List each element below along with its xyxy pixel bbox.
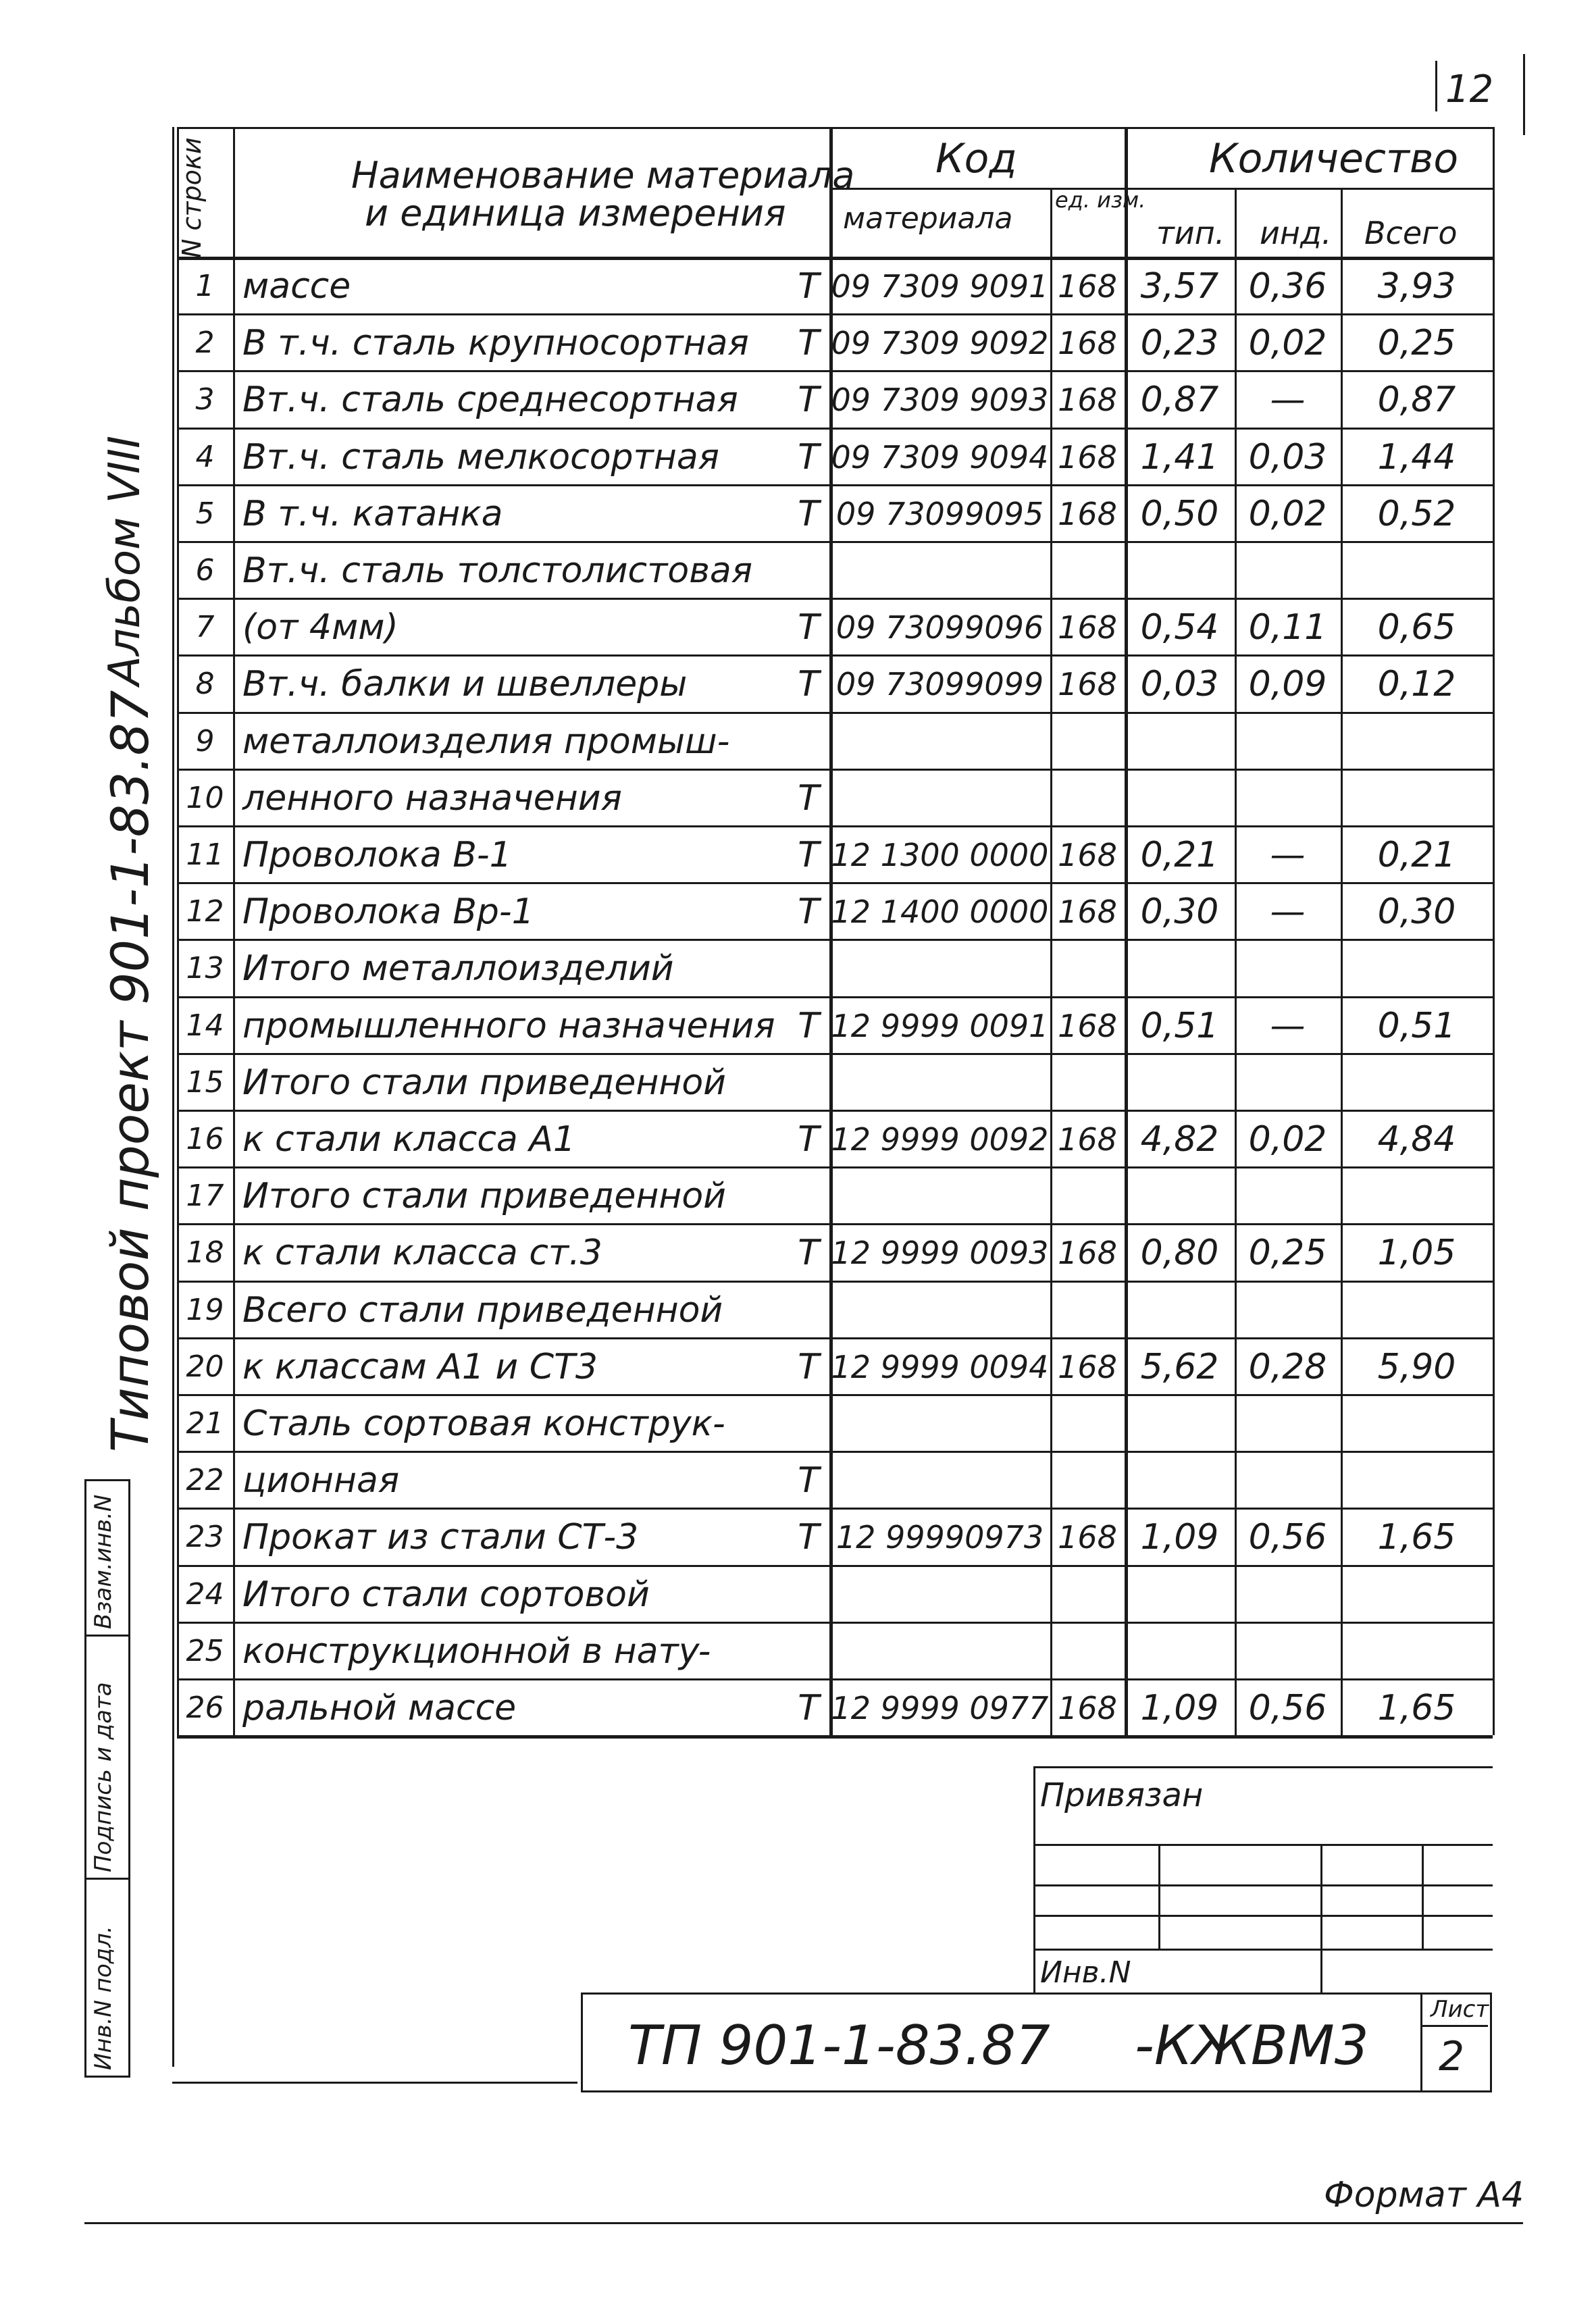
material-unit: Т xyxy=(798,777,819,819)
material-name: Итого стали приведенной xyxy=(242,1176,726,1217)
row-number: 23 xyxy=(186,1520,224,1555)
header-code-unit: ед. изм. xyxy=(1055,187,1146,213)
album-label: Альбом VIII xyxy=(100,435,150,686)
header-code-material: материала xyxy=(843,201,1013,236)
qty-typical: 0,03 xyxy=(1140,664,1219,705)
row-number: 21 xyxy=(186,1406,224,1441)
unit-code: 168 xyxy=(1058,1007,1117,1044)
row-number: 19 xyxy=(186,1292,224,1327)
qty-typical: 0,50 xyxy=(1140,493,1219,534)
row-number: 9 xyxy=(195,723,215,759)
qty-total: 1,65 xyxy=(1377,1517,1456,1558)
table-row-divider xyxy=(177,1394,1493,1396)
qty-individual: 0,56 xyxy=(1248,1517,1327,1558)
material-name: Прокат из стали СТ-3 xyxy=(242,1517,639,1558)
left-stamp-divider-1 xyxy=(84,1635,128,1637)
material-unit: Т xyxy=(798,1233,819,1274)
row-number: 26 xyxy=(186,1691,224,1725)
material-code: 09 73099099 xyxy=(835,666,1044,703)
row-number: 5 xyxy=(195,496,215,531)
table-row-divider xyxy=(177,882,1493,884)
column-divider-unit xyxy=(1050,188,1052,1735)
sheet-label: Лист xyxy=(1431,1996,1489,2023)
row-number: 7 xyxy=(195,610,215,645)
qty-total: 0,25 xyxy=(1377,323,1456,364)
material-name: металлоизделия промыш- xyxy=(242,721,730,762)
material-code: 12 9999 0093 xyxy=(831,1235,1049,1272)
table-row-divider xyxy=(177,1508,1493,1510)
qty-individual: — xyxy=(1270,892,1306,933)
material-code: 09 7309 9094 xyxy=(831,438,1049,475)
material-name: Вт.ч. сталь мелкосортная xyxy=(242,436,719,478)
header-qty-ind: инд. xyxy=(1260,215,1332,251)
table-row-divider xyxy=(177,428,1493,430)
material-name: (от 4мм) xyxy=(242,607,398,648)
header-bottom-border xyxy=(177,257,1493,260)
qty-total: 0,65 xyxy=(1377,607,1456,648)
unit-code: 168 xyxy=(1058,1519,1117,1556)
row-number: 8 xyxy=(195,667,215,702)
material-unit: Т xyxy=(798,323,819,364)
unit-code: 168 xyxy=(1058,325,1117,362)
row-number: 13 xyxy=(186,951,224,986)
material-name: ральной массе xyxy=(242,1688,517,1728)
material-unit: Т xyxy=(798,607,819,648)
table-row-divider xyxy=(177,541,1493,543)
material-name: к стали класса А1 xyxy=(242,1119,575,1160)
qty-typical: 0,21 xyxy=(1140,835,1219,875)
qty-individual: 0,03 xyxy=(1248,436,1327,478)
material-code: 12 1400 0000 xyxy=(831,894,1049,931)
column-divider-total xyxy=(1341,188,1343,1735)
material-name: Всего стали приведенной xyxy=(242,1289,723,1331)
material-code: 09 73099096 xyxy=(835,609,1044,646)
stamp-signature-date: Подпись и дата xyxy=(90,1682,117,1872)
qty-individual: 0,56 xyxy=(1248,1688,1327,1728)
row-number: 3 xyxy=(195,382,215,417)
unit-code: 168 xyxy=(1058,894,1117,931)
qty-total: 0,51 xyxy=(1377,1005,1456,1046)
qty-individual: — xyxy=(1270,1005,1306,1046)
qty-individual: 0,25 xyxy=(1248,1233,1327,1274)
unit-code: 168 xyxy=(1058,495,1117,532)
material-name: Проволока Вр-1 xyxy=(242,892,534,933)
left-stamp-divider-2 xyxy=(84,1878,128,1880)
material-code: 12 99990973 xyxy=(835,1519,1044,1556)
material-unit: Т xyxy=(798,493,819,534)
qty-individual: 0,11 xyxy=(1248,607,1327,648)
stamp-vzam-inv: Взам.инв.N xyxy=(90,1494,117,1629)
sheet-number: 2 xyxy=(1439,2033,1465,2080)
unit-code: 168 xyxy=(1058,1121,1117,1158)
table-row-divider xyxy=(177,1166,1493,1168)
table-row-divider xyxy=(177,1281,1493,1283)
page-edge-mark xyxy=(1523,54,1525,135)
qty-total: 4,84 xyxy=(1377,1119,1456,1160)
qty-typical: 3,57 xyxy=(1140,266,1219,307)
qty-typical: 0,54 xyxy=(1140,607,1219,648)
qty-individual: 0,02 xyxy=(1248,323,1327,364)
row-number: 18 xyxy=(186,1235,224,1270)
material-name: Вт.ч. сталь толстолистовая xyxy=(242,550,752,591)
unit-code: 168 xyxy=(1058,438,1117,475)
material-code: 12 9999 0977 xyxy=(831,1690,1049,1726)
material-name: к классам А1 и СТ3 xyxy=(242,1346,598,1387)
material-unit: Т xyxy=(798,1005,819,1046)
page-number-mark xyxy=(1435,61,1437,111)
unit-code: 168 xyxy=(1058,268,1117,305)
row-number: 17 xyxy=(186,1179,224,1214)
material-unit: Т xyxy=(798,1460,819,1501)
unit-code: 168 xyxy=(1058,1348,1117,1385)
header-qty-typ: тип. xyxy=(1156,215,1225,251)
table-row-divider xyxy=(177,1053,1493,1055)
table-row-divider xyxy=(177,1622,1493,1624)
qty-individual: — xyxy=(1270,380,1306,421)
table-row-divider xyxy=(177,598,1493,600)
material-name: В т.ч. сталь крупносортная xyxy=(242,323,749,364)
material-code: 09 7309 9091 xyxy=(831,268,1049,305)
table-row-divider xyxy=(177,1223,1493,1225)
row-number: 20 xyxy=(186,1349,224,1384)
header-name-line-1: Наименование материала xyxy=(351,154,855,197)
binding-line-1 xyxy=(1033,1844,1493,1846)
qty-typical: 0,80 xyxy=(1140,1233,1219,1274)
qty-total: 0,52 xyxy=(1377,493,1456,534)
row-number: 24 xyxy=(186,1576,224,1612)
qty-typical: 0,23 xyxy=(1140,323,1219,364)
qty-typical: 0,51 xyxy=(1140,1005,1219,1046)
material-code: 12 9999 0094 xyxy=(831,1348,1049,1385)
unit-code: 168 xyxy=(1058,1690,1117,1726)
material-name: Сталь сортовая конструк- xyxy=(242,1404,725,1444)
table-row-divider xyxy=(177,1337,1493,1339)
material-unit: Т xyxy=(798,1119,819,1160)
table-row-divider xyxy=(177,1565,1493,1567)
binding-line-2 xyxy=(1033,1884,1493,1886)
qty-total: 0,87 xyxy=(1377,380,1456,421)
qty-total: 1,44 xyxy=(1377,436,1456,478)
table-top-border xyxy=(177,127,1493,129)
header-name-line-2: и единица измерения xyxy=(365,192,786,234)
material-name: массе xyxy=(242,266,351,307)
binding-top-border xyxy=(1033,1766,1493,1768)
material-code: 09 7309 9093 xyxy=(831,382,1049,419)
bottom-rule xyxy=(84,2222,1523,2224)
material-name: промышленного назначения xyxy=(242,1005,775,1046)
material-unit: Т xyxy=(798,1688,819,1728)
qty-total: 0,21 xyxy=(1377,835,1456,875)
table-row-divider xyxy=(177,712,1493,714)
material-name: Проволока В-1 xyxy=(242,835,512,875)
qty-total: 1,65 xyxy=(1377,1688,1456,1728)
title-block-sheet-line xyxy=(1420,2025,1488,2027)
column-divider-ind xyxy=(1235,188,1237,1735)
unit-code: 168 xyxy=(1058,382,1117,419)
material-code: 09 73099095 xyxy=(835,495,1044,532)
unit-code: 168 xyxy=(1058,666,1117,703)
material-unit: Т xyxy=(798,1517,819,1558)
table-right-border xyxy=(1493,127,1495,1735)
row-number: 15 xyxy=(186,1064,224,1100)
qty-typical: 1,41 xyxy=(1140,436,1219,478)
qty-individual: — xyxy=(1270,835,1306,875)
qty-individual: 0,02 xyxy=(1248,493,1327,534)
qty-individual: 0,28 xyxy=(1248,1346,1327,1387)
table-row-divider xyxy=(177,1678,1493,1680)
material-name: Вт.ч. сталь среднесортная xyxy=(242,380,738,421)
document-designation: ТП 901-1-83.87 xyxy=(628,2014,1050,2077)
material-name: Итого стали сортовой xyxy=(242,1574,650,1615)
row-number: 11 xyxy=(186,838,224,872)
header-row-number: N строки xyxy=(177,137,207,258)
binding-col-2 xyxy=(1320,1844,1322,1992)
material-name: к стали класса ст.3 xyxy=(242,1233,602,1274)
table-row-divider xyxy=(177,996,1493,998)
material-name: ленного назначения xyxy=(242,777,622,819)
row-number: 4 xyxy=(195,439,215,474)
row-number: 10 xyxy=(186,780,224,815)
qty-total: 0,12 xyxy=(1377,664,1456,705)
material-unit: Т xyxy=(798,664,819,705)
qty-total: 0,30 xyxy=(1377,892,1456,933)
table-row-divider xyxy=(177,313,1493,315)
unit-code: 168 xyxy=(1058,837,1117,873)
table-row-divider xyxy=(177,654,1493,657)
header-qty-total: Всего xyxy=(1364,215,1458,251)
material-name: конструкционной в натy- xyxy=(242,1630,711,1672)
material-unit: Т xyxy=(798,436,819,478)
binding-col-1 xyxy=(1158,1844,1160,1949)
table-row-divider xyxy=(177,484,1493,486)
row-number: 6 xyxy=(195,553,215,588)
row-number: 1 xyxy=(195,269,215,303)
table-row-divider xyxy=(177,939,1493,941)
column-divider-quantity xyxy=(1125,127,1128,1735)
row-number: 22 xyxy=(186,1463,224,1498)
material-code: 12 9999 0092 xyxy=(831,1121,1049,1158)
unit-code: 168 xyxy=(1058,609,1117,646)
binding-line-3 xyxy=(1033,1915,1493,1917)
table-row-divider xyxy=(177,370,1493,372)
page-bottom-frame-left xyxy=(172,2082,577,2084)
qty-typical: 0,87 xyxy=(1140,380,1219,421)
header-code: Код xyxy=(935,135,1017,182)
binding-privyazan: Привязан xyxy=(1040,1776,1204,1814)
binding-inv: Инв.N xyxy=(1040,1955,1131,1990)
qty-typical: 5,62 xyxy=(1140,1346,1219,1387)
project-label: Типовой проект 901-1-83.87 xyxy=(100,690,160,1452)
row-number: 2 xyxy=(195,326,215,361)
material-unit: Т xyxy=(798,380,819,421)
row-number: 16 xyxy=(186,1122,224,1156)
stamp-inv-podl: Инв.N подл. xyxy=(90,1926,117,2070)
qty-typical: 4,82 xyxy=(1140,1119,1219,1160)
table-row-divider xyxy=(177,1110,1493,1112)
binding-line-4 xyxy=(1033,1949,1493,1951)
material-unit: Т xyxy=(798,266,819,307)
row-number: 12 xyxy=(186,894,224,929)
material-name: Итого металлоизделий xyxy=(242,948,674,989)
material-unit: Т xyxy=(798,892,819,933)
header-code-divider xyxy=(829,188,1493,190)
qty-typical: 1,09 xyxy=(1140,1688,1219,1728)
qty-typical: 1,09 xyxy=(1140,1517,1219,1558)
material-name: Вт.ч. балки и швеллеры xyxy=(242,664,688,705)
table-bottom-border xyxy=(177,1735,1493,1739)
material-code: 12 9999 0091 xyxy=(831,1007,1049,1044)
table-row-divider xyxy=(177,1451,1493,1453)
binding-col-3 xyxy=(1422,1844,1424,1949)
document-mark: -КЖВМ3 xyxy=(1135,2014,1369,2077)
qty-total: 3,93 xyxy=(1377,266,1456,307)
material-name: ционная xyxy=(242,1460,400,1501)
material-name: В т.ч. катанка xyxy=(242,493,503,534)
table-row-divider xyxy=(177,825,1493,827)
binding-left-border xyxy=(1033,1766,1035,1992)
qty-total: 1,05 xyxy=(1377,1233,1456,1274)
header-quantity: Количество xyxy=(1209,135,1459,182)
material-unit: Т xyxy=(798,835,819,875)
title-block-sheet-divider xyxy=(1420,1992,1422,2090)
qty-individual: 0,36 xyxy=(1248,266,1327,307)
format-label: Формат А4 xyxy=(1324,2175,1524,2215)
page-number: 12 xyxy=(1445,68,1494,111)
material-code: 12 1300 0000 xyxy=(831,837,1049,873)
material-code: 09 7309 9092 xyxy=(831,325,1049,362)
qty-individual: 0,09 xyxy=(1248,664,1327,705)
material-name: Итого стали приведенной xyxy=(242,1062,726,1103)
qty-total: 5,90 xyxy=(1377,1346,1456,1387)
row-number: 14 xyxy=(186,1008,224,1043)
row-number: 25 xyxy=(186,1633,224,1668)
column-divider-code xyxy=(829,127,833,1735)
page-left-frame xyxy=(172,127,174,2067)
material-unit: Т xyxy=(798,1346,819,1387)
qty-typical: 0,30 xyxy=(1140,892,1219,933)
table-row-divider xyxy=(177,769,1493,771)
qty-individual: 0,02 xyxy=(1248,1119,1327,1160)
unit-code: 168 xyxy=(1058,1235,1117,1272)
